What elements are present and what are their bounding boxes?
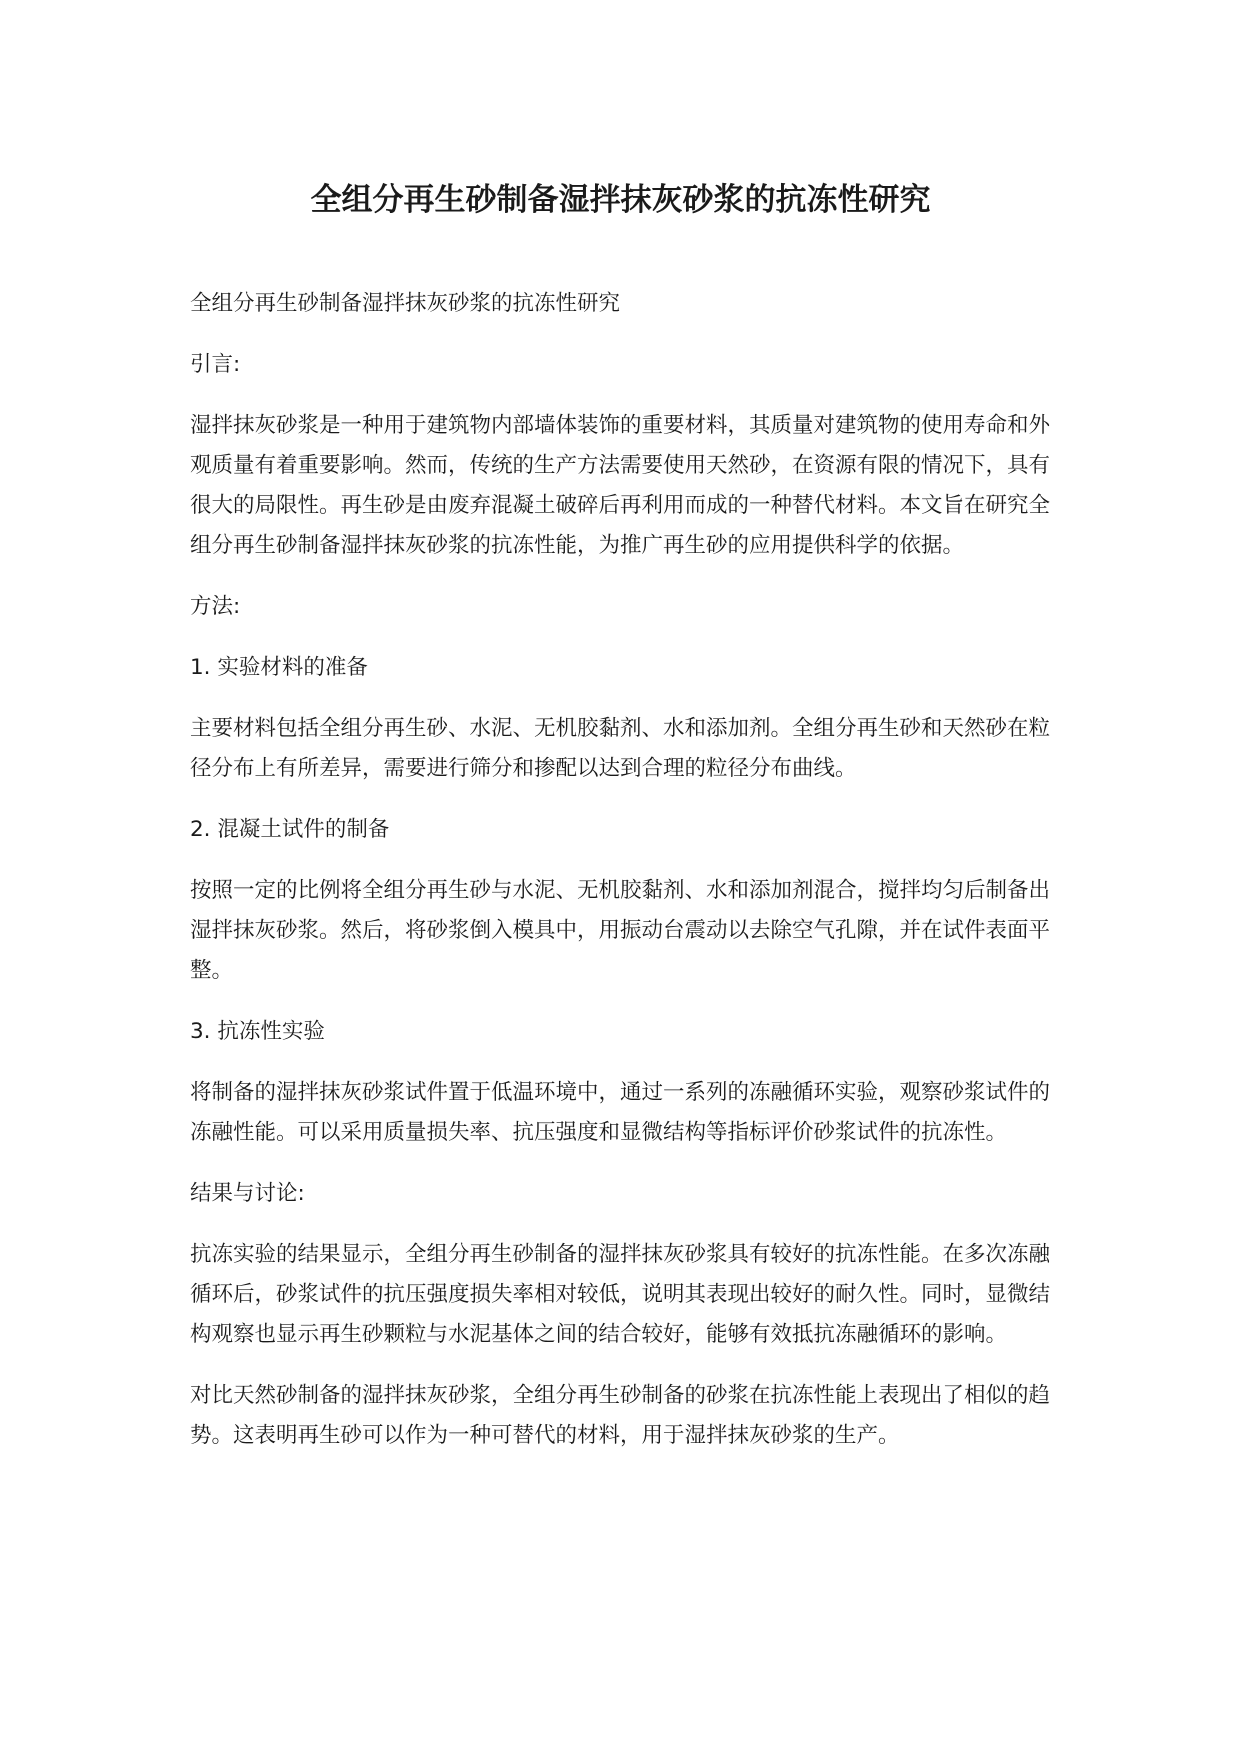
results-paragraph: 对比天然砂制备的湿拌抹灰砂浆，全组分再生砂制备的砂浆在抗冻性能上表现出了相似的趋势。这表明再生砂可以作为一种可替代的材料，用于湿拌抹灰砂浆的生产。 <box>190 1383 1051 1448</box>
method-step-heading: 3. 抗冻性实验 <box>190 1019 325 1044</box>
subtitle-paragraph: 全组分再生砂制备湿拌抹灰砂浆的抗冻性研究 <box>190 291 621 316</box>
section-heading-introduction: 引言: <box>190 352 241 377</box>
method-step-paragraph: 按照一定的比例将全组分再生砂与水泥、无机胶黏剂、水和添加剂混合，搅拌均匀后制备出湿拌抹灰砂浆。然后，将砂浆倒入模具中，用振动台震动以去除空气孔隙，并在试件表面平整。 <box>190 878 1051 983</box>
results-paragraph: 抗冻实验的结果显示，全组分再生砂制备的湿拌抹灰砂浆具有较好的抗冻性能。在多次冻融循环后，砂浆试件的抗压强度损失率相对较低，说明其表现出较好的耐久性。同时，显微结构观察也显示再生砂颗粒与水泥基体之间的结合较好，能够有效抵抗冻融循环的影响。 <box>190 1242 1051 1347</box>
method-step-paragraph: 主要材料包括全组分再生砂、水泥、无机胶黏剂、水和添加剂。全组分再生砂和天然砂在粒径分布上有所差异，需要进行筛分和掺配以达到合理的粒径分布曲线。 <box>190 716 1051 781</box>
method-step-heading: 2. 混凝土试件的制备 <box>190 817 390 842</box>
document-body <box>190 284 1050 1477</box>
introduction-paragraph: 湿拌抹灰砂浆是一种用于建筑物内部墙体装饰的重要材料，其质量对建筑物的使用寿命和外观质量有着重要影响。然而，传统的生产方法需要使用天然砂，在资源有限的情况下，具有很大的局限性。再生砂是由废弃混凝土破碎后再利用而成的一种替代材料。本文旨在研究全组分再生砂制备湿拌抹灰砂浆的抗冻性能，为推广再生砂的应用提供科学的依据。 <box>190 413 1051 558</box>
section-heading-results: 结果与讨论: <box>190 1181 305 1206</box>
section-heading-methods: 方法: <box>190 594 241 619</box>
method-step-heading: 1. 实验材料的准备 <box>190 655 368 680</box>
document-title: 全组分再生砂制备湿拌抹灰砂浆的抗冻性研究 <box>310 182 931 218</box>
method-step-paragraph: 将制备的湿拌抹灰砂浆试件置于低温环境中，通过一系列的冻融循环实验，观察砂浆试件的冻融性能。可以采用质量损失率、抗压强度和显微结构等指标评价砂浆试件的抗冻性。 <box>190 1080 1051 1145</box>
